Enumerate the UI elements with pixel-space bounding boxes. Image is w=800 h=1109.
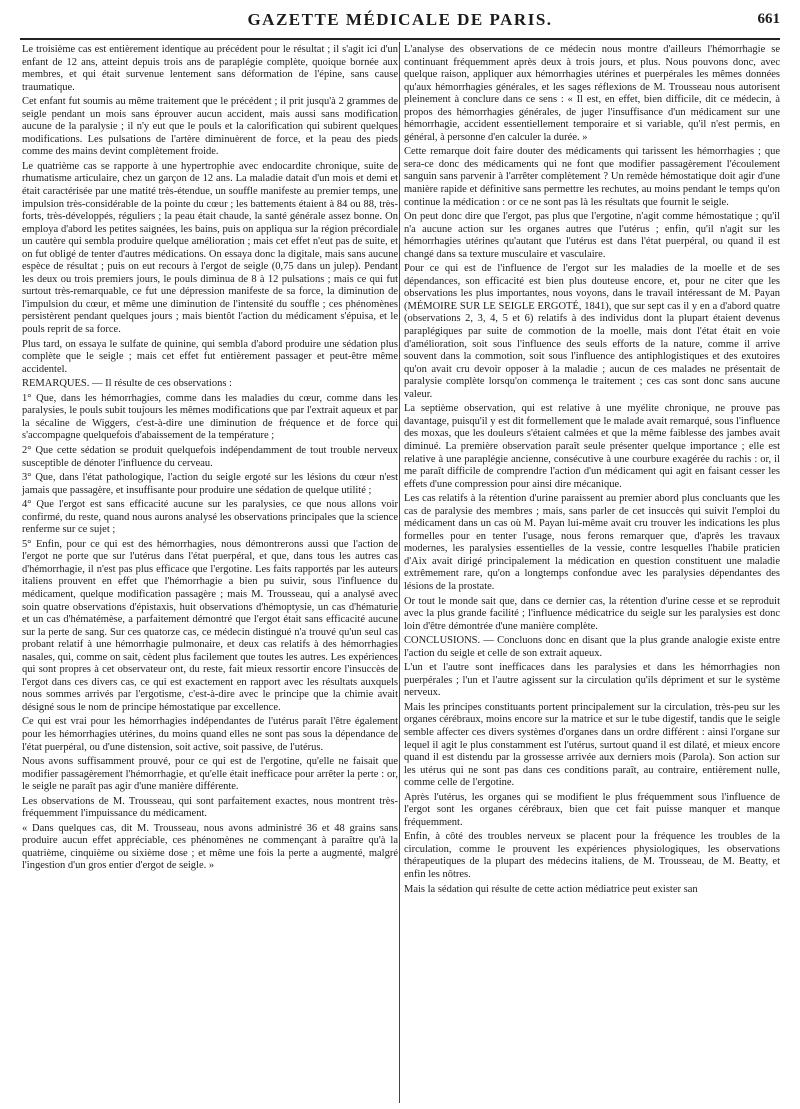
paragraph: Le quatrième cas se rapporte à une hypertrophie avec endocardite chronique, suite de rhumatisme articulaire, chez un garçon de 12 ans. La maladie datait d'un mois et demi et était caractérisée par une matité très-étendue, un souffle manifeste au premier temps, une impulsion très-considérable de la pointe du cœur ; les battements étaient à 84 ou 88, très-forts, très-développés, réguliers ; la peau était chaude, la santé générale assez bonne. On employa d'abord les petites saignées, les bains, puis on appliqua sur la région précordiale un cautère qui sembla produire quelque amélioration ; mais cet effet n'eut pas de suite, et on fut obligé de tenter d'autres médications. On essaya donc la digitale, mais sans aucune espèce de résultat ; puis on eut recours à l'ergot de seigle (0,75 dans un julep). Pendant les deux ou trois premiers jours, le pouls diminua de 8 à 12 pulsations ; mais ce qui fut surtout très-remarquable, ce fut une dépression manifeste de sa force, la diminution de l'impulsion du cœur, et même une diminution de l'intensité du souffle ; ces phénomènes persistèrent pendant quelques jours ; mais bientôt l'action du médicament s'épuisa, et le pouls reprit de sa force. bbox=[22, 160, 398, 336]
paragraph: Enfin, à côté des troubles nerveux se placent pour la fréquence les troubles de la circulation, comme le prouvent les expériences physiologiques, les observations thérapeutiques de la plupart des médecins italiens, de M. Trousseau, de M. Beatty, et enfin les nôtres. bbox=[404, 831, 780, 880]
paragraph: L'analyse des observations de ce médecin nous montre d'ailleurs l'hémorrhagie se continuant fréquemment après deux à trois jours, et plus. Nous pouvons donc, avec quelque raison, appliquer aux hémorrhagies utérines et puerpérales les mêmes données qu'aux hémorrhagies générales, et les sages réflexions de M. Trousseau nous autorisent pleinement à conclure dans ce sens : « Il est, en effet, bien difficile, dit ce médecin, à propos des hémorrhagies générales, de juger l'insuffisance d'un médicament sur une hémorrhagie, accident essentiellement temporaire et si variable, qu'il n'est permis, en général, à personne d'en calculer la durée. » bbox=[404, 44, 780, 143]
paragraph: 5° Enfin, pour ce qui est des hémorrhagies, nous démontrerons aussi que l'action de l'ergot ne porte que sur l'utérus dans l'état puerpéral, et que, dans tous les autres cas d'hémorrhagie, il n'est pas plus efficace que l'ergotine. Les faits rapportés par les auteurs italiens prouvent en effet que l'hémorrhagie a bien pu suivir, sous l'influence du médicament, quelque modification passagère ; mais M. Trousseau, qui a analysé avec soin quatre observations d'épistaxis, huit observations d'hémoptysie, un cas d'hématurie et un cas d'hématémèse, a parfaitement démontré que l'ergot était sans efficacité aucune sur la perte de sang. Sur ces quatorze cas, ce médecin distingué n'a trouvé qu'un seul cas probant relatif à une hémorrhagie pulmonaire, et deux cas relatifs à des hémorrhagies nasales, qui, comme on sait, cèdent plus facilement que toutes les autres. Les expériences qui sont propres à cet observateur ont, du reste, fait mieux ressortir encore l'insuccès de l'ergot dans ces divers cas, ce qui est exactement en rapport avec les résultats auxquels nous sommes arrivés par l'ergotisme, c'est-à-dire avec le principe que la chimie avait désigné sous le nom de principe hémostatique par excellence. bbox=[22, 538, 398, 713]
paragraph: Ce qui est vrai pour les hémorrhagies indépendantes de l'utérus paraît l'être également pour les hémorrhagies utérines, du moins quand elles ne sont pas sous la dépendance de l'état puerpéral, ou d'une distension, soit active, soit passive, de l'utérus. bbox=[22, 716, 398, 753]
paragraph: Les cas relatifs à la rétention d'urine paraissent au premier abord plus concluants que les cas de paralysie des membres ; mais, sans parler de cet insuccès qui suivit l'emploi du médicament dans un cas où M. Payan lui-même avait cru trouver les indications les plus formelles pour en tenter l'usage, nous ferons remarquer que, d'après les travaux modernes, les paralysies essentielles de la vessie, contre lesquelles l'habile praticien d'Aix avait dirigé principalement la médication en question constituent une maladie extrêmement rare, qu'on a longtemps confondue avec les paralysies dépendantes des lésions de la prostate. bbox=[404, 493, 780, 592]
paragraph: Cette remarque doit faire douter des médicaments qui tarissent les hémorrhagies ; que sera-ce donc des médicaments qui ne font que modifier passagèrement l'écoulement sanguin sans parvenir à l'arrêter complètement ? Un remède hémostatique doit agir d'une manière rapide et définitive sans permettre les rechutes, au moins pendant le temps qu'on continue la médication : or ce ne sont pas là les résultats que fournit le seigle. bbox=[404, 146, 780, 208]
quote-paragraph: « Dans quelques cas, dit M. Trousseau, nous avons administré 36 et 48 grains sans produire aucun effet appréciable, ces phénomènes ne commençant à paraître qu'à la quatrième, cinquième ou sixième dose ; et même une fois la perte a augmenté, malgré l'ingestion d'un gros entier d'ergot de seigle. » bbox=[22, 822, 398, 872]
paragraph: 2° Que cette sédation se produit quelquefois indépendamment de tout trouble nerveux susceptible de dénoter l'influence du cerveau. bbox=[22, 444, 398, 469]
column-separator bbox=[399, 42, 400, 1103]
left-column bbox=[22, 44, 398, 875]
remarks-heading: REMARQUES. — Il résulte de ces observations : bbox=[22, 378, 232, 390]
paragraph: Mais la sédation qui résulte de cette action médiatrice peut exister san bbox=[404, 883, 698, 895]
paragraph: 1° Que, dans les hémorrhagies, comme dans les maladies du cœur, comme dans les paralysies, le pouls subit toujours les mêmes modifications que par l'extrait aqueux et par la sécaline de Wiggers, c'est-à-dire une diminution de fréquence et de force qui s'accompagne quelquefois d'abaissement de la température ; bbox=[22, 392, 398, 442]
paragraph: Or tout le monde sait que, dans ce dernier cas, la rétention d'urine cesse et se reproduit avec la plus grande facilité ; l'influence médicatrice du seigle sur les paralysies est donc loin d'être démontrée d'une manière complète. bbox=[404, 595, 780, 632]
paragraph: On peut donc dire que l'ergot, pas plus que l'ergotine, n'agit comme hémostatique ; qu'il n'a aucune action sur les organes autres que l'utérus ; enfin, qu'il n'agit sur les hémorrhagies utérines qu'autant que l'utérus est dans l'état puerpéral, ou quand il est changé dans sa texture musculaire et vasculaire. bbox=[404, 211, 780, 260]
paragraph: Pour ce qui est de l'influence de l'ergot sur les maladies de la moelle et de ses dépendances, son efficacité est bien plus douteuse encore, et, pour ne citer que les observations les plus importantes, nous voyons, dans le travail intéressant de M. Payan (MÉMOIRE SUR LE SEIGLE ERGOTÉ, 1841), que sur sept cas il y en a d'abord quatre (observations 2, 3, 4, 5 et 6) relatifs à des individus dont la plupart étaient devenus paraplégiques par suite de commotion de la moelle, mais dont l'état était en voie d'amélioration, soit sous l'influence des seuls efforts de la nature, comme il arrive souvent dans la commotion, soit sous l'influence des antiphlogistiques et des exutoires qu'on avait cru devoir opposer à la maladie ; aucun de ces malades ne présentait de paralysie complète lorsqu'on commença le traitement ; ces cas sont donc sans aucune valeur. bbox=[404, 263, 780, 400]
paragraph: L'un et l'autre sont inefficaces dans les paralysies et dans les hémorrhagies non puerpérales ; l'un et l'autre agissent sur la circulation qu'ils dépriment et sur le système nerveux. bbox=[404, 662, 780, 699]
paragraph: Cet enfant fut soumis au même traitement que le précédent ; il prit jusqu'à 2 grammes de seigle pendant un mois sans éprouver aucun accident, mais aussi sans modification aucune de la paralysie ; il n'y eut que le pouls et la calorification qui subirent quelques modifications. Les pulsations de l'artère diminuèrent de force, et la peau des pieds comme des mains devint complètement froide. bbox=[22, 96, 398, 158]
paragraph: 3° Que, dans l'état pathologique, l'action du seigle ergoté sur les lésions du cœur n'est jamais que passagère, et insuffisante pour produire une sédation de quelque utilité ; bbox=[22, 472, 398, 496]
paragraph: Les observations de M. Trousseau, qui sont parfaitement exactes, nous montrent très-fréquemment l'impuissance du médicament. bbox=[22, 795, 398, 820]
paragraph: Mais les principes constituants portent principalement sur la circulation, très-peu sur les organes cérébraux, moins encore sur la matrice et sur le tube digestif, tandis que le seigle semble affecter ces divers systèmes d'organes dans un ordre différent : ainsi l'organe sur lequel il agit le plus constamment est l'utérus, surtout quand il est dilaté, et mieux encore quand il est distendu par la grossesse arrivée aux derniers mois (Parola). Son action sur les utérus qui ne sont pas dans ces conditions paraît, au contraire, entièrement nulle, comme celle de l'ergotine. bbox=[404, 701, 780, 789]
journal-title: GAZETTE MÉDICALE DE PARIS. bbox=[247, 10, 553, 29]
paragraph: La septième observation, qui est relative à une myélite chronique, ne prouve pas davantage, puisqu'il y est dit formellement que le malade avait remarqué, sous l'influence des moxas, que les douleurs s'étaient calmées et que la même faiblesse des jambes avait diminué. La première observation paraît seule présenter quelque importance ; elle est relative à une paraplégie ancienne, consécutive à une courbure exagérée du rachis : or, il me paraît difficile de comprendre l'action d'un médicament qui agit en faisant cesser les effets d'une compression pour ainsi dire mécanique. bbox=[404, 403, 780, 490]
paragraph: Nous avons suffisamment prouvé, pour ce qui est de l'ergotine, qu'elle ne faisait que modifier passagèrement l'hémorrhagie, et qu'elle était inefficace pour arrêter la perte : or, le seigle ne paraît pas agir d'une manière différente. bbox=[22, 756, 398, 793]
paragraph: 4° Que l'ergot est sans efficacité aucune sur les paralysies, ce que nous allons voir confirmé, du reste, quand nous aurons analysé les observations principales que la science renferme sur ce sujet ; bbox=[22, 499, 398, 536]
paragraph: Plus tard, on essaya le sulfate de quinine, qui sembla d'abord produire une sédation plus complète que le seigle ; mais cet effet fut entièrement passager et peut-être même accidentel. bbox=[22, 338, 398, 375]
page-number: 661 bbox=[757, 11, 780, 27]
page-header bbox=[20, 8, 780, 38]
right-column bbox=[404, 44, 780, 898]
paragraph: Après l'utérus, les organes qui se modifient le plus fréquemment sous l'influence de l'ergot sont les organes cérébraux, bien que cet fait puisse manquer et manque fréquemment. bbox=[404, 791, 780, 828]
header-rule bbox=[20, 38, 780, 40]
paragraph: Le troisième cas est entièrement identique au précédent pour le résultat ; il s'agit ici d'un enfant de 12 ans, atteint depuis trois ans de paraplégie complète, quoique bornée aux membres, et qui était survenue lentement sans déformation de l'épine, sans cause traumatique. bbox=[22, 44, 398, 93]
conclusions-heading: CONCLUSIONS. — Concluons donc en disant que la plus grande analogie existe entre l'action du seigle et celle de son extrait aqueux. bbox=[404, 635, 780, 659]
